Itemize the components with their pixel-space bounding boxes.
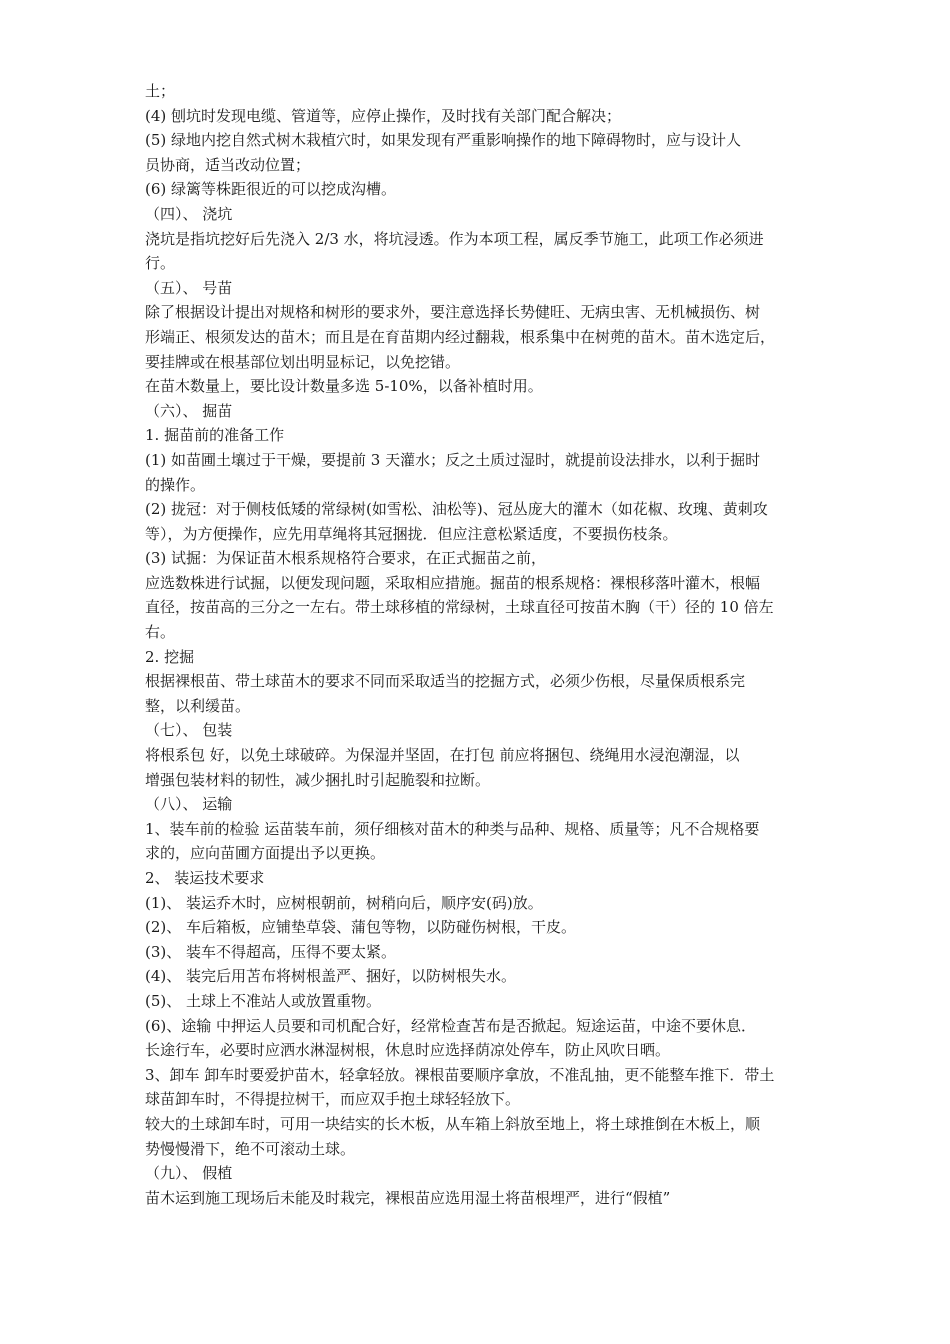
text-line: 增强包装材料的韧性，减少捆扎时引起脆裂和拉断。 bbox=[145, 770, 491, 789]
text-line: 将根系包 好，以免土球破碎。为保湿并坚固，在打包 前应将捆包、绕绳用水浸泡潮湿，以 bbox=[145, 746, 740, 765]
text-line: (6) 绿篱等株距很近的可以挖成沟槽。 bbox=[145, 180, 397, 199]
text-line: (3)、 装车不得超高，压得不要太紧。 bbox=[145, 942, 397, 961]
section-heading: （八）、 运输 bbox=[145, 795, 233, 814]
text-line: 在苗木数量上，要比设计数量多选 5-10%，以备补植时用。 bbox=[145, 377, 543, 396]
text-line: (4)、 装完后用苫布将树根盖严、捆好，以防树根失水。 bbox=[145, 967, 517, 986]
text-line: 较大的土球卸车时，可用一块结实的长木板，从车箱上斜放至地上，将土球推倒在木板上，顺 bbox=[145, 1114, 761, 1133]
text-line: 3、卸车 卸车时要爱护苗木，轻拿轻放。裸根苗要顺序拿放，不准乱抽，更不能整车推下．带土 bbox=[145, 1065, 775, 1084]
text-line: 整，以利缓苗。 bbox=[145, 696, 251, 715]
text-line: 根据裸根苗、带土球苗木的要求不同而采取适当的挖掘方式，必须少伤根，尽量保质根系完 bbox=[145, 672, 746, 691]
text-line: 势慢慢滑下，绝不可滚动土球。 bbox=[145, 1139, 356, 1158]
section-heading: （六）、 掘苗 bbox=[145, 401, 233, 420]
text-line: 土； bbox=[145, 82, 176, 100]
text-line: 除了根据设计提出对规格和树形的要求外，要注意选择长势健旺、无病虫害、无机械损伤、树 bbox=[145, 303, 761, 322]
section-heading: （五）、 号苗 bbox=[145, 278, 233, 297]
text-line: (3) 试掘：为保证苗木根系规格符合要求，在正式掘苗之前， bbox=[145, 549, 547, 568]
text-line: 直径，按苗高的三分之一左右。带土球移植的常绿树，土球直径可按苗木胸（干）径的 10 倍左 bbox=[145, 598, 774, 617]
text-line: 等），为方便操作，应先用草绳将其冠捆拢．但应注意松紧适度，不要损伤枝条。 bbox=[145, 524, 678, 543]
text-line: (5)、 土球上不准站人或放置重物。 bbox=[145, 991, 382, 1010]
text-line: 浇坑是指坑挖好后先浇入 2/3 水，将坑浸透。作为本项工程，属反季节施工，此项工作必须进 bbox=[145, 229, 764, 248]
text-line: 应选数株进行试掘，以便发现问题，采取相应措施。掘苗的根系规格：裸根移落叶灌木，根幅 bbox=[145, 573, 761, 592]
text-line: (1) 如苗圃土壤过于干燥，要提前 3 天灌水；反之土质过湿时，就提前设法排水，以利于掘时 bbox=[145, 450, 761, 469]
text-line: (1)、 装运乔木时，应树根朝前，树稍向后，顺序安(码)放。 bbox=[145, 893, 543, 912]
text-line: 1、装车前的检验 运苗装车前，须仔细核对苗木的种类与品种、规格、质量等；凡不合规格要 bbox=[145, 819, 760, 838]
section-heading: （七）、 包装 bbox=[145, 721, 233, 740]
section-heading: （四）、 浇坑 bbox=[145, 204, 233, 223]
text-line: 右。 bbox=[145, 623, 176, 642]
text-line: (2)、 车后箱板，应铺垫草袋、蒲包等物，以防碰伤树根，干皮。 bbox=[145, 918, 577, 937]
text-line: 形端正、根须发达的苗木；而且是在育苗期内经过翻栽，根系集中在树蔸的苗木。苗木选定后， bbox=[145, 327, 776, 346]
subsection-heading: 2. 挖掘 bbox=[145, 647, 195, 666]
text-line: 员协商，适当改动位置； bbox=[145, 155, 311, 174]
text-line: 要挂牌或在根基部位划出明显标记，以免挖错。 bbox=[145, 352, 461, 371]
text-line: (5) 绿地内挖自然式树木栽植穴时，如果发现有严重影响操作的地下障碍物时，应与设计人 bbox=[145, 131, 742, 150]
text-line: 行。 bbox=[145, 254, 176, 273]
text-line: (4) 刨坑时发现电缆、管道等，应停止操作，及时找有关部门配合解决； bbox=[145, 106, 622, 125]
section-heading: （九）、 假植 bbox=[145, 1164, 233, 1183]
subsection-heading: 2、 装运技术要求 bbox=[145, 869, 265, 887]
document-body bbox=[145, 79, 815, 1210]
text-line: (6)、途输 中押运人员要和司机配合好，经常检查苫布是否掀起。短途运苗，中途不要休息． bbox=[145, 1016, 757, 1035]
text-line: (2) 拢冠：对于侧枝低矮的常绿树(如雪松、油松等)、冠丛庞大的灌木（如花椒、玫瑰、黄刺攻 bbox=[145, 500, 768, 519]
text-line: 的操作。 bbox=[145, 475, 206, 494]
text-line: 苗木运到施工现场后未能及时栽完，裸根苗应选用湿土将苗根埋严，进行“假植” bbox=[145, 1188, 671, 1207]
text-line: 求的，应向苗圃方面提出予以更换。 bbox=[145, 844, 386, 863]
text-line: 长途行车，必要时应洒水淋湿树根，休息时应选择荫凉处停车，防止风吹日晒。 bbox=[145, 1041, 671, 1060]
text-line: 球苗卸车时，不得提拉树干，而应双手抱土球轻轻放下。 bbox=[145, 1090, 521, 1109]
subsection-heading: 1. 掘苗前的准备工作 bbox=[145, 426, 285, 445]
